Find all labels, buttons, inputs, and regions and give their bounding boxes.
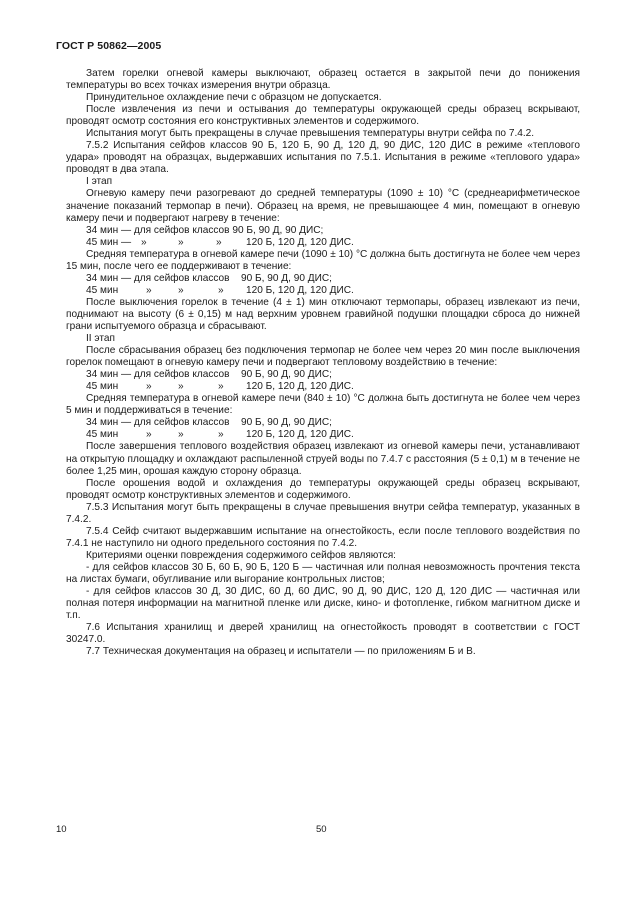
ditto-mark: » [146, 429, 152, 441]
schedule-duration: 45 мин [86, 429, 119, 441]
schedule-row [66, 369, 580, 381]
schedule-duration: 45 мин [86, 381, 119, 393]
schedule-text: 34 мин — для сейфов классов 90 Б, 90 Д, 90 ДИС; [86, 224, 324, 236]
schedule-classes: 120 Б, 120 Д, 120 ДИС. [246, 381, 354, 393]
schedule-text: 34 мин — для сейфов классов [86, 417, 230, 429]
paragraph: После завершения теплового воздействия образец извлекают из огневой камеры печи, устанавливают на открытую площадку и охлаждают распыленной струей воды по 7.4.7 с расстояния (5 ± 0,1) м в течение не более 1,25 мин, орошая каждую сторону образца. [66, 441, 580, 477]
ditto-mark: » [218, 429, 224, 441]
page-number: 10 [56, 824, 67, 835]
section-7-5-3: 7.5.3 Испытания могут быть прекращены в случае превышения внутри сейфа температур, указанных в 7.4.2. [66, 501, 580, 525]
paragraph: Затем горелки огневой камеры выключают, образец остается в закрытой печи до понижения температуры во всех точках измерения внутри образца. [66, 68, 580, 92]
section-7-7: 7.7 Техническая документация на образец и испытатели — по приложениям Б и В. [86, 646, 476, 658]
schedule-duration: 45 мин [86, 284, 119, 296]
schedule-row [66, 237, 580, 249]
paragraph: Принудительное охлаждение печи с образцом не допускается. [86, 92, 382, 104]
paragraph: Огневую камеру печи разогревают до средней температуры (1090 ± 10) °С (среднеарифметическое значение показаний термопар в печи). Образец на время, не превышающее 4 мин, помещают в огневую камеру печи и подвергают нагреву в течение: [66, 188, 580, 224]
paragraph: Средняя температура в огневой камере печи (840 ± 10) °С должна быть достигнута не более чем через 5 мин и поддерживаться в течение: [66, 393, 580, 417]
ditto-mark: » [216, 236, 222, 248]
paragraph: После сбрасывания образец без подключения термопар не более чем через 20 мин после выключения горелок помещают в огневую камеру печи и подвергают тепловому воздействию в течение: [66, 345, 580, 369]
ditto-mark: » [146, 284, 152, 296]
document-body [66, 68, 580, 658]
schedule-row [66, 429, 580, 441]
stage-1-heading: I этап [86, 176, 113, 188]
schedule-row [66, 417, 580, 429]
schedule-text: 34 мин — для сейфов классов [86, 272, 230, 284]
paragraph: После извлечения из печи и остывания до температуры окружающей среды образец вскрывают, проводят осмотр состояния его конструктивных элементов и содержимого. [66, 104, 580, 128]
schedule-classes: 120 Б, 120 Д, 120 ДИС. [246, 236, 354, 248]
schedule-classes: 120 Б, 120 Д, 120 ДИС. [246, 429, 354, 441]
schedule-duration: 45 мин — [86, 236, 132, 248]
schedule-classes: 120 Б, 120 Д, 120 ДИС. [246, 284, 354, 296]
schedule-classes: 90 Б, 90 Д, 90 ДИС; [241, 272, 332, 284]
schedule-text: 34 мин — для сейфов классов [86, 369, 230, 381]
schedule-row [66, 285, 580, 297]
paragraph: Средняя температура в огневой камере печи (1090 ± 10) °С должна быть достигнута не более чем через 15 мин, после чего ее поддерживают в течение: [66, 248, 580, 272]
document-header: ГОСТ Р 50862—2005 [56, 40, 162, 52]
stage-2-heading: II этап [86, 333, 115, 345]
list-item: - для сейфов классов 30 Б, 60 Б, 90 Б, 120 Б — частичная или полная невозможность прочтения текста на листах бумаги, обугливание или выгорание контрольных листов; [66, 561, 580, 585]
ditto-mark: » [146, 381, 152, 393]
ditto-mark: » [218, 284, 224, 296]
ditto-mark: » [178, 236, 184, 248]
paragraph: После орошения водой и охлаждения до температуры окружающей среды образец вскрывают, проводят осмотр конструктивных элементов и содержимого. [66, 477, 580, 501]
section-7-5-4: 7.5.4 Сейф считают выдержавшим испытание на огнестойкость, если после теплового воздействия по 7.4.1 не наступило ни одного предельного состояния по 7.4.2. [66, 525, 580, 549]
ditto-mark: » [178, 284, 184, 296]
ditto-mark: » [178, 429, 184, 441]
schedule-classes: 90 Б, 90 Д, 90 ДИС; [241, 417, 332, 429]
ditto-mark: » [178, 381, 184, 393]
section-7-6: 7.6 Испытания хранилищ и дверей хранилищ на огнестойкость проводят в соответствии с ГОСТ 30247.0. [66, 622, 580, 646]
schedule-row [66, 381, 580, 393]
paragraph: Испытания могут быть прекращены в случае превышения температуры внутри сейфа по 7.4.2. [86, 128, 535, 140]
paragraph: После выключения горелок в течение (4 ± 1) мин отключают термопары, образец извлекают из печи, поднимают на высоту (6 ± 0,15) м над верхним уровнем гравийной подушки площадки сброса до нижней грани испытуемого образца и сбрасывают. [66, 296, 580, 332]
section-7-5-2: 7.5.2 Испытания сейфов классов 90 Б, 120 Б, 90 Д, 120 Д, 90 ДИС, 120 ДИС в режиме «теплового удара» проводят на образцах, выдержавших испытания по 7.5.1. Испытания в режиме «теплового удара» проводят в два этапа. [66, 140, 580, 176]
schedule-row [66, 225, 580, 237]
ditto-mark: » [218, 381, 224, 393]
list-item: - для сейфов классов 30 Д, 30 ДИС, 60 Д, 60 ДИС, 90 Д, 90 ДИС, 120 Д, 120 ДИС — частичная или полная потеря информации на магнитной пленке или диске, кино- и фотопленке, гибком магнитном диске и т.п. [66, 586, 580, 622]
schedule-classes: 90 Б, 90 Д, 90 ДИС; [241, 369, 332, 381]
schedule-row [66, 273, 580, 285]
paragraph: Критериями оценки повреждения содержимого сейфов являются: [86, 549, 396, 561]
sheet-number: 50 [316, 824, 327, 835]
ditto-mark: » [141, 236, 147, 248]
